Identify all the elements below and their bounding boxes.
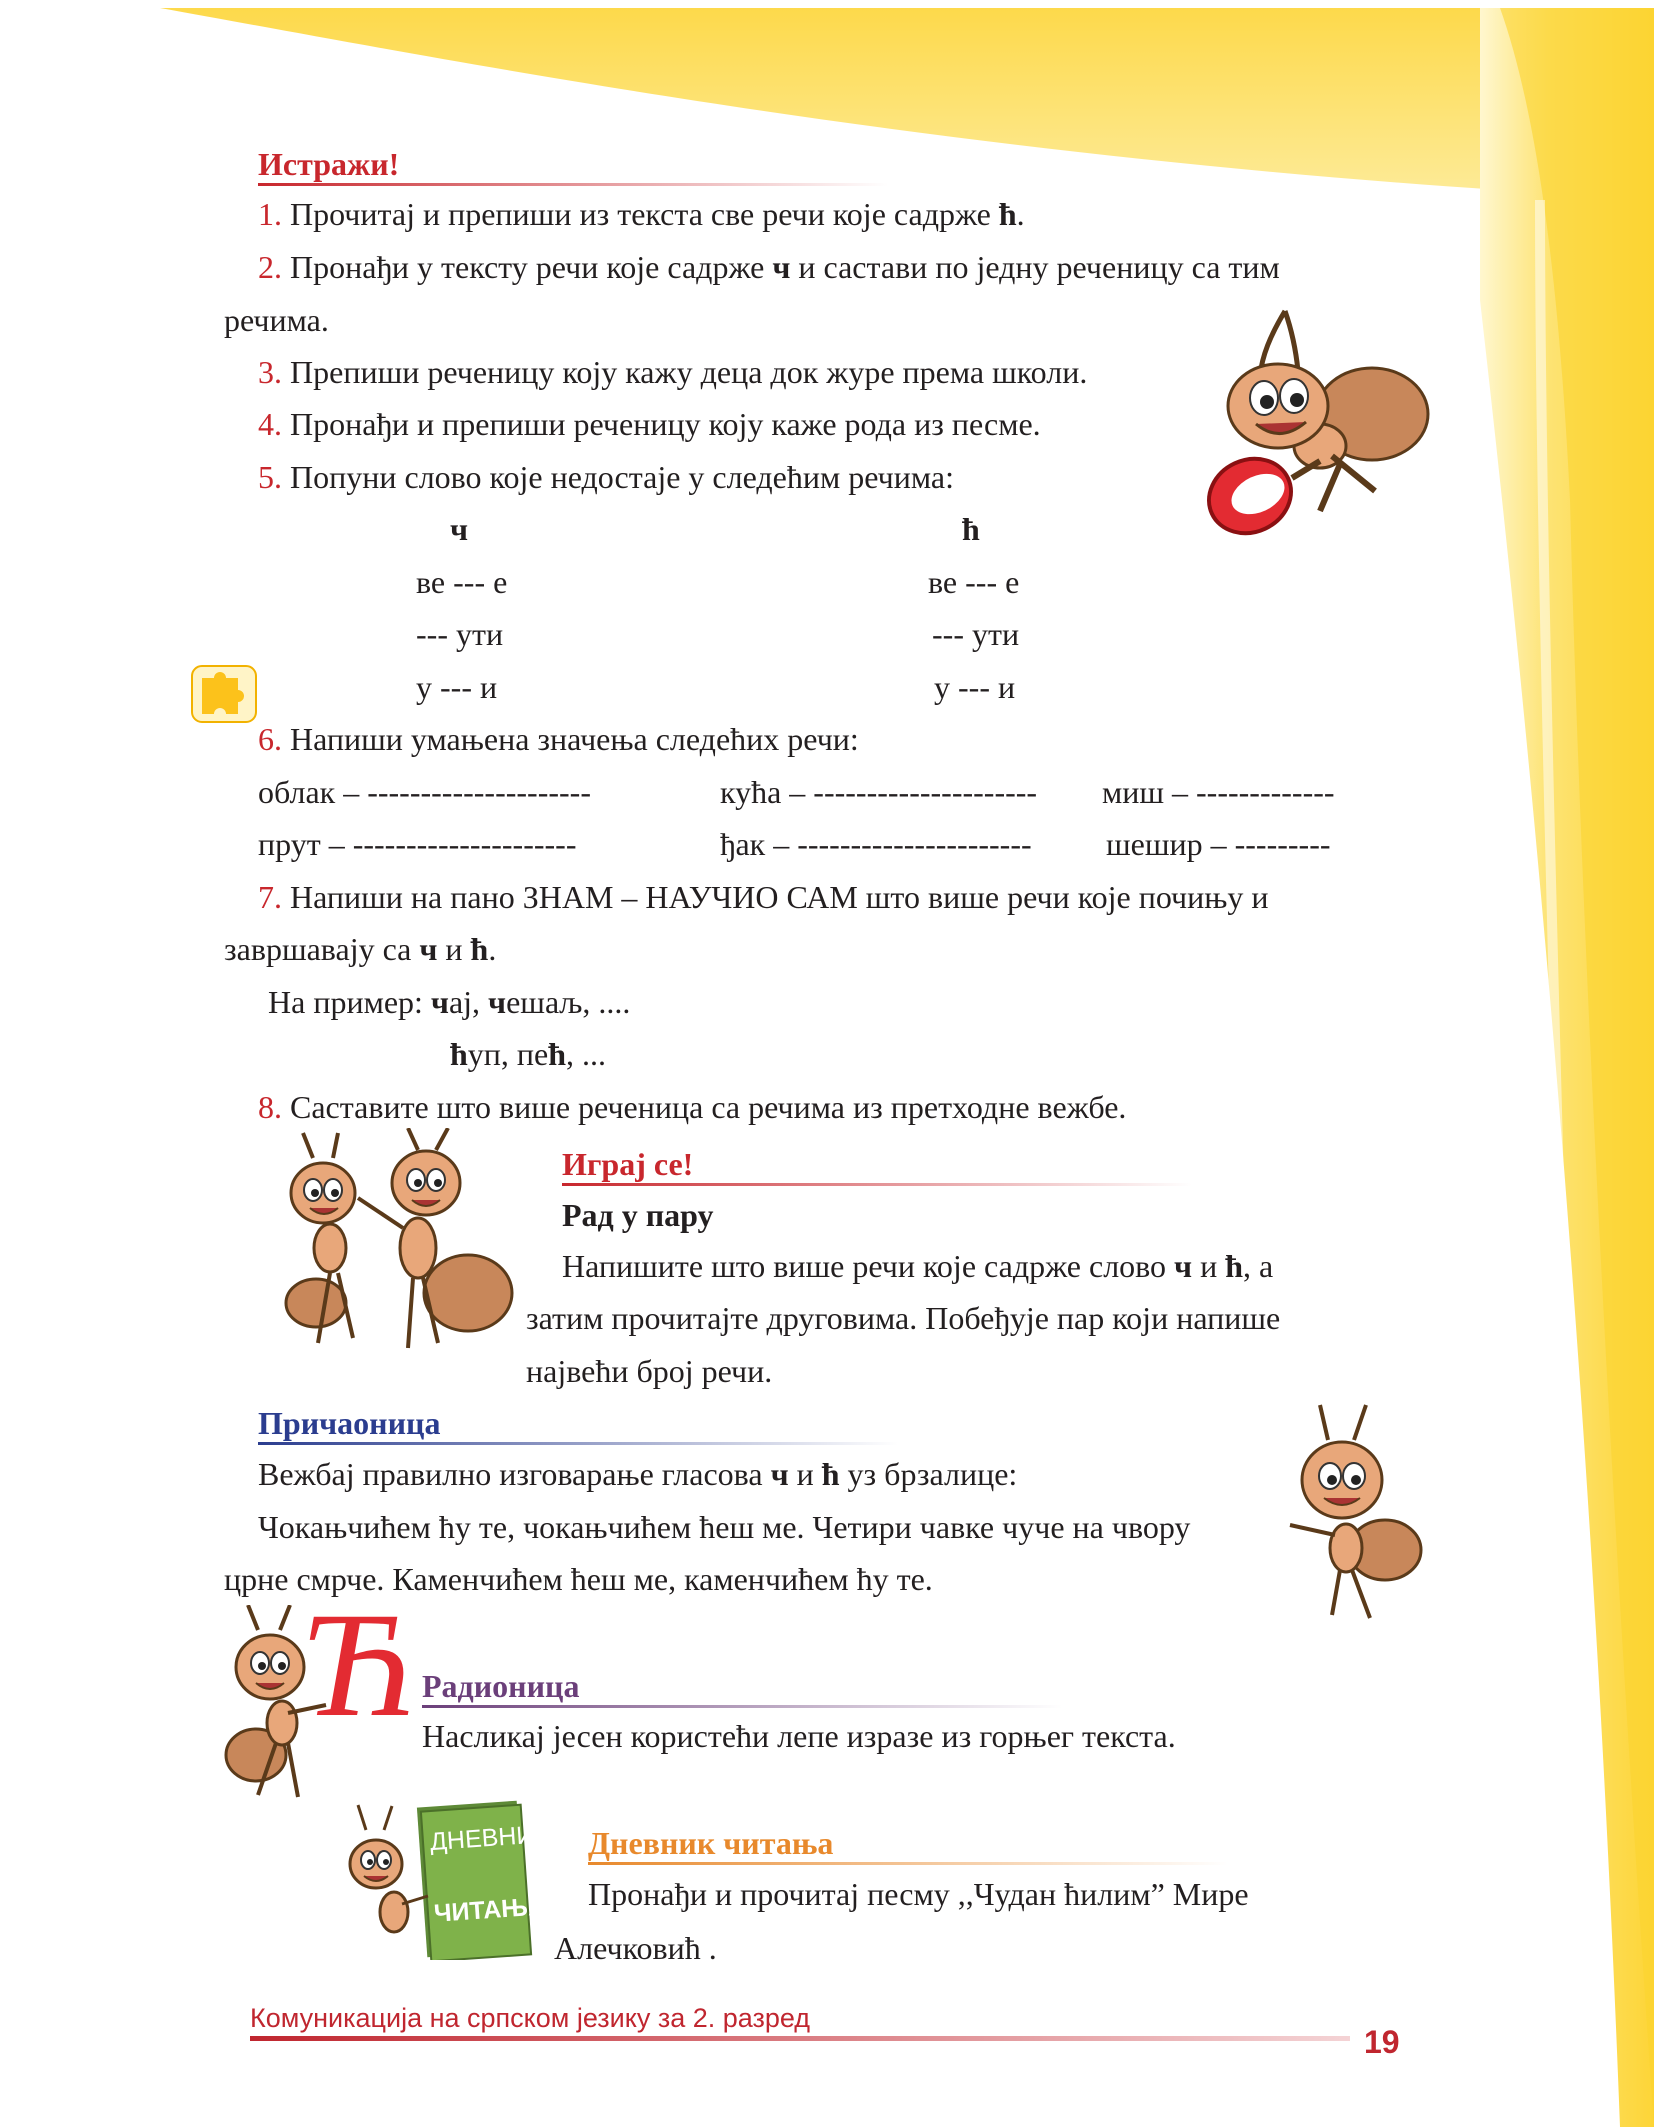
pricaonica-line-3: црне смрче. Каменчићем ћеш ме, каменчићем ћу те. (224, 1561, 933, 1597)
radionica-underline (422, 1705, 1062, 1708)
bold-letter: ч (419, 931, 438, 967)
bold-letter: ћ (1225, 1248, 1244, 1284)
dim-r1c3: миш – ------------- (1102, 774, 1335, 810)
pricaonica-text: уз брзалице: (839, 1456, 1018, 1492)
istrazi-item-5 (258, 461, 954, 493)
bold-letter: ћ (470, 931, 489, 967)
igraj-text: Напишите што више речи које садрже слово (562, 1248, 1175, 1284)
dim-r2c1: прут – --------------------- (258, 826, 577, 862)
istrazi-item-7-cont (224, 933, 496, 965)
pricaonica-text: и (788, 1456, 822, 1492)
istrazi-item-4 (258, 408, 1041, 440)
item-text: Напиши на пано ЗНАМ – НАУЧИО САМ што више речи које почињу и (282, 879, 1269, 915)
puzzle-piece-icon (190, 664, 258, 724)
footer-underline (250, 2036, 1350, 2041)
item-tail: и састави по једну реченицу са тим (790, 249, 1280, 285)
fill-col2-head: ћ (962, 511, 980, 547)
item-text: Саставите што више реченица са речима из претходне вежбе. (282, 1089, 1127, 1125)
footer-title: Комуникација на српском језику за 2. разред (250, 2003, 811, 2033)
bold-letter: ћ (450, 1036, 468, 1072)
istrazi-heading: Истражи! (258, 146, 400, 182)
cont-text: завршавају са (224, 931, 420, 967)
cont-text: и (437, 931, 471, 967)
item-text: Напиши умањена значења следећих речи: (282, 721, 859, 757)
bold-letter: ч (430, 984, 449, 1020)
igraj-line-3: највећи број речи. (526, 1353, 773, 1389)
fill-col1-row2: --- ути (416, 616, 504, 652)
pricaonica-heading: Причаоница (258, 1405, 441, 1441)
igraj-line-1 (562, 1250, 1273, 1282)
pricaonica-text: Вежбај правилно изговарање гласова (258, 1456, 771, 1492)
example-word: ај, (448, 984, 489, 1020)
igraj-line-2: затим прочитајте друговима. Побеђује пар који напише (526, 1300, 1281, 1336)
fill-col2-row2: --- ути (932, 616, 1020, 652)
item-tail: . (1016, 196, 1025, 232)
item-number: 6. (258, 721, 282, 757)
dnevnik-underline (588, 1862, 1228, 1865)
example-line-1 (268, 986, 630, 1018)
item-number: 8. (258, 1089, 282, 1125)
two-ants-illustration (258, 1128, 518, 1360)
diary-book-title-top: ДНЕВНИК (429, 1819, 550, 1857)
ant-magnifier-illustration (1200, 296, 1440, 556)
bold-letter: ћ (821, 1456, 840, 1492)
radionica-line: Насликај јесен користећи лепе изразе из горњег текста. (422, 1718, 1176, 1754)
item-bold-letter: ћ (998, 196, 1017, 232)
istrazi-item-2 (258, 251, 1280, 283)
page-number: 19 (1364, 2024, 1400, 2060)
item-bold-letter: ч (772, 249, 791, 285)
istrazi-item-7 (258, 881, 1268, 913)
dim-r1c2: кућа – --------------------- (720, 774, 1038, 810)
item-text: Пронађи у тексту речи које садрже (282, 249, 773, 285)
bold-letter: ч (488, 984, 507, 1020)
item-number: 2. (258, 249, 282, 285)
radionica-heading: Радионица (422, 1668, 580, 1704)
istrazi-item-6 (258, 723, 859, 755)
fill-col1-head: ч (450, 511, 469, 547)
cont-text: . (488, 931, 497, 967)
example-word: , ... (566, 1036, 607, 1072)
item-text: Пронађи и препиши реченицу коју каже рода из песме. (282, 406, 1041, 442)
bold-letter: ч (1174, 1248, 1193, 1284)
item-number: 5. (258, 459, 282, 495)
big-letter-decoration: Ћ (300, 1582, 420, 1748)
fill-col1-row3: у --- и (416, 669, 498, 705)
igraj-subheading: Рад у пару (562, 1197, 714, 1233)
example-word: ешаљ, .... (506, 984, 631, 1020)
igraj-text: , а (1243, 1248, 1274, 1284)
fill-col2-row3: у --- и (934, 669, 1016, 705)
pricaonica-underline (258, 1442, 898, 1445)
item-number: 4. (258, 406, 282, 442)
istrazi-item-2-cont: речима. (224, 302, 329, 338)
fill-col2-row1: ве --- е (928, 564, 1020, 600)
ant-waving-illustration (1280, 1400, 1430, 1630)
istrazi-item-3 (258, 356, 1087, 388)
igraj-heading: Играј се! (562, 1146, 694, 1182)
igraj-text: и (1192, 1248, 1226, 1284)
bold-letter: ч (770, 1456, 789, 1492)
dnevnik-line-1: Пронађи и прочитај песму ,,Чудан ћилим” Мире (588, 1876, 1249, 1912)
dnevnik-line-2: Алечковић . (554, 1930, 717, 1966)
item-number: 1. (258, 196, 282, 232)
pricaonica-line-1 (258, 1458, 1017, 1490)
istrazi-item-8 (258, 1091, 1126, 1123)
istrazi-underline (258, 183, 888, 186)
dim-r1c1: облак – --------------------- (258, 774, 591, 810)
item-text: Прочитај и препиши из текста све речи које садрже (282, 196, 999, 232)
dim-r2c2: ђак – ---------------------- (720, 826, 1032, 862)
pricaonica-line-2: Чокањчићем ћу те, чокањчићем ћеш ме. Четири чавке чуче на чвору (258, 1509, 1191, 1545)
example-word: уп, пе (467, 1036, 549, 1072)
diary-book-title-bottom: ЧИТАЊА (433, 1892, 547, 1928)
item-number: 7. (258, 879, 282, 915)
bold-letter: ћ (548, 1036, 567, 1072)
dim-r2c3: шешир – --------- (1106, 826, 1331, 862)
dnevnik-heading: Дневник читања (588, 1825, 834, 1861)
igraj-underline (562, 1183, 1192, 1186)
item-number: 3. (258, 354, 282, 390)
fill-col1-row1: ве --- е (416, 564, 508, 600)
istrazi-item-1 (258, 198, 1025, 230)
item-text: Препиши реченицу коју кажу деца док журе према школи. (282, 354, 1088, 390)
example-line-2 (450, 1038, 606, 1070)
example-label: На пример: (268, 984, 431, 1020)
item-text: Попуни слово које недостаје у следећим речима: (282, 459, 954, 495)
